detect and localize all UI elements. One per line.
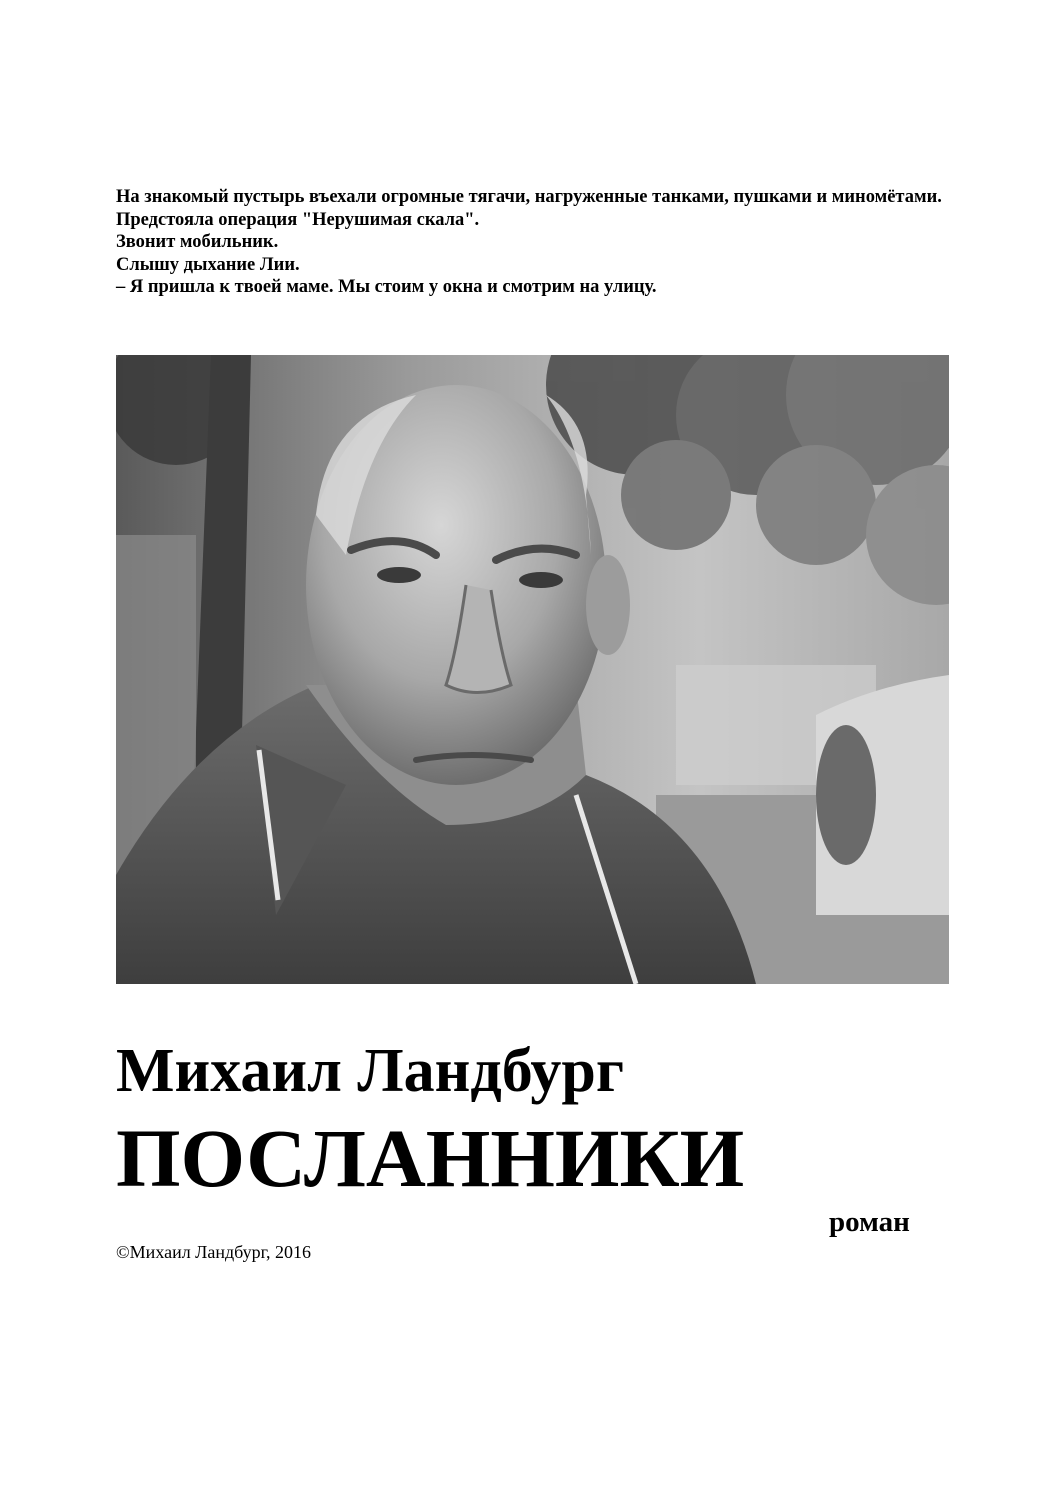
author-name: Михаил Ландбург xyxy=(116,1037,624,1105)
genre-label: роман xyxy=(829,1206,910,1238)
right-eye xyxy=(519,572,563,588)
excerpt-line-1: На знакомый пустырь въехали огромные тягачи, нагруженные танками, пушками и миномётами. xyxy=(116,187,942,207)
author-photo xyxy=(116,355,949,984)
excerpt-line-3: Звонит мобильник. xyxy=(116,232,279,252)
excerpt-line-2: Предстояла операция "Нерушимая скала". xyxy=(116,209,480,230)
excerpt-line-4: Слышу дыхание Лии. xyxy=(116,254,300,275)
book-title: ПОСЛАННИКИ xyxy=(116,1112,745,1204)
copyright-notice: ©Михаил Ландбург, 2016 xyxy=(116,1242,311,1262)
excerpt xyxy=(116,186,946,299)
excerpt-line-5: – Я пришла к твоей маме. Мы стоим у окна и смотрим на улицу. xyxy=(116,277,657,297)
ear xyxy=(586,555,630,655)
car-wheel xyxy=(816,725,876,865)
left-eye xyxy=(377,567,421,583)
